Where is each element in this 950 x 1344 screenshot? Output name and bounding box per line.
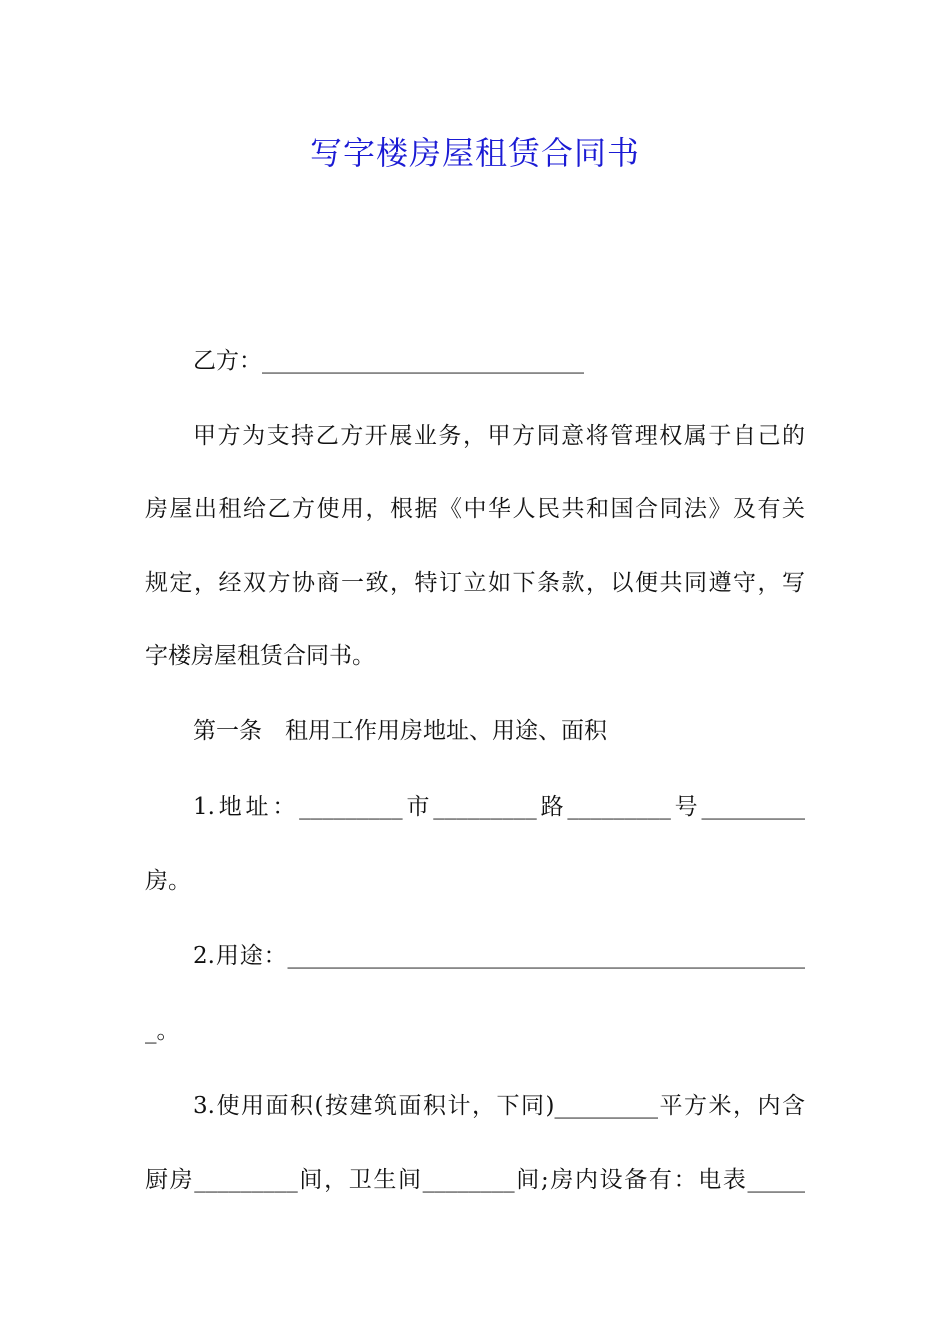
item-2-line-1: 2.用途：_____________________________________________: [193, 943, 805, 969]
item-1-line-1: 1.地址：_________市_________路_________号_________: [193, 794, 805, 820]
intro-line-2: 房屋出租给乙方使用，根据《中华人民共和国合同法》及有关: [145, 496, 805, 522]
party-b-line: 乙方：____________________________: [193, 348, 584, 374]
item-3-line-2: 厨房_________间，卫生间________间;房内设备有：电表_____: [145, 1167, 805, 1193]
item-3-line-1: 3.使用面积(按建筑面积计，下同)_________平方米，内含: [193, 1093, 805, 1119]
intro-line-1: 甲方为支持乙方开展业务，甲方同意将管理权属于自己的: [193, 423, 805, 449]
document-title: 写字楼房屋租赁合同书: [309, 134, 640, 172]
intro-line-4: 字楼房屋租赁合同书。: [145, 643, 375, 669]
item-1-line-2: 房。: [145, 868, 191, 894]
intro-line-3: 规定，经双方协商一致，特订立如下条款，以便共同遵守，写: [145, 570, 805, 596]
item-2-line-2: _。: [145, 1018, 180, 1044]
article-1-heading: 第一条 租用工作用房地址、用途、面积: [193, 718, 607, 744]
